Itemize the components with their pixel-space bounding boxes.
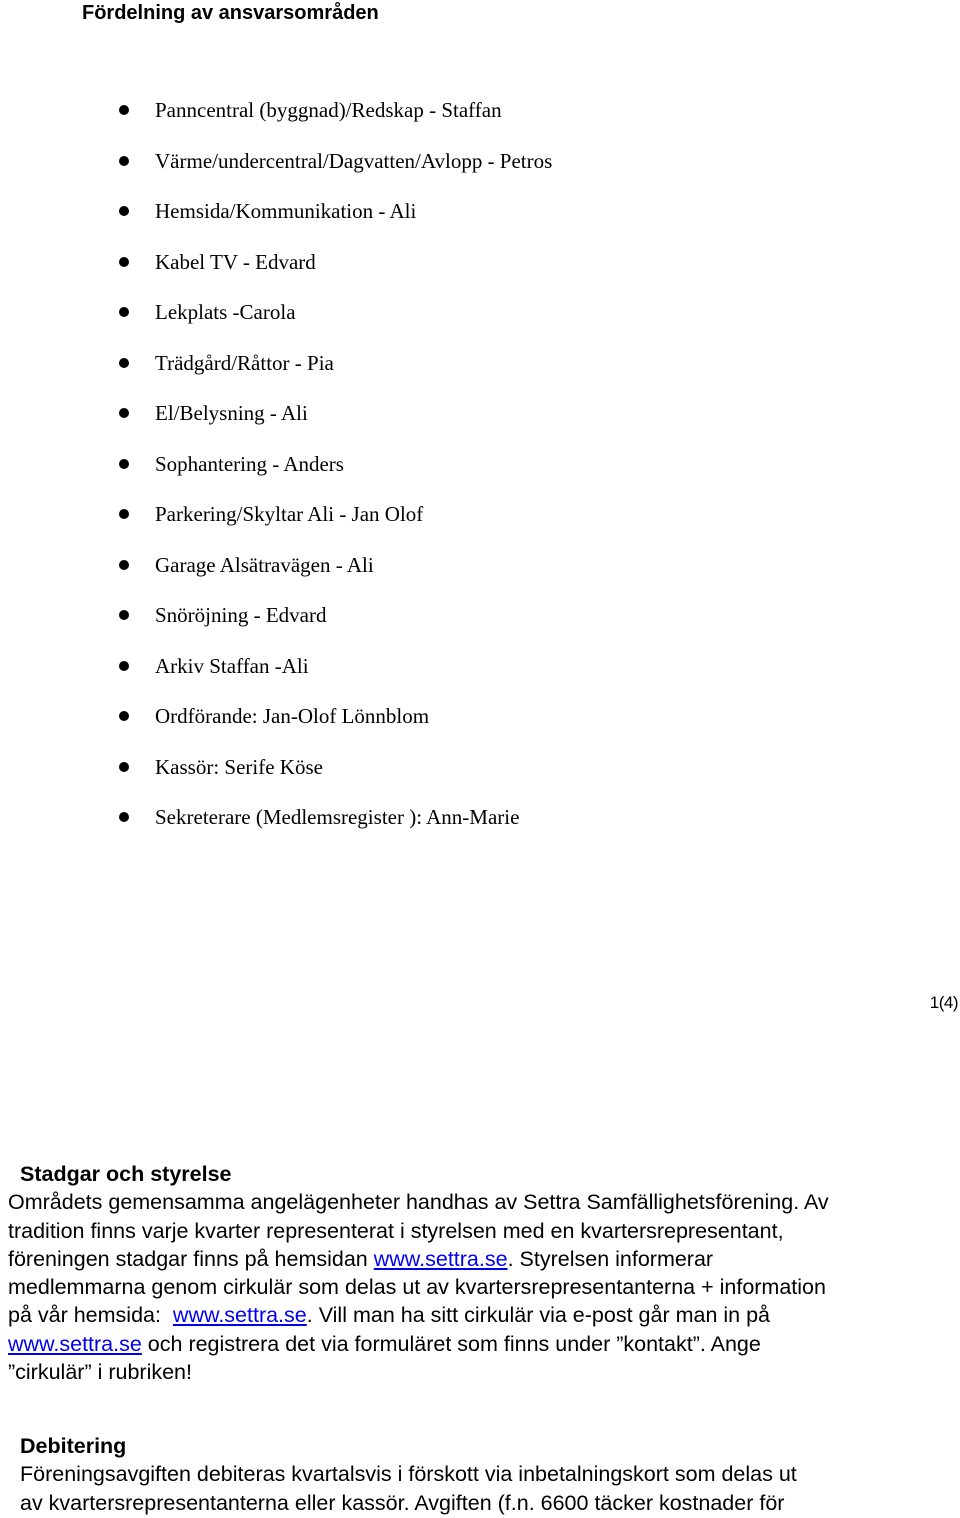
list-item-text: Ordförande: Jan-Olof Lönnblom [155,704,430,728]
list-item-text: El/Belysning - Ali [155,401,308,425]
paragraph-line: medlemmarna genom cirkulär som delas ut av kvartersrepresentanterna + information [8,1275,826,1300]
list-item-text: Snöröjning - Edvard [155,603,327,627]
bullet-icon [119,560,129,570]
stadgar-heading: Stadgar och styrelse [20,1162,232,1186]
settra-link[interactable]: www.settra.se [172,1303,307,1328]
debitering-heading: Debitering [20,1434,127,1458]
paragraph-text: . Vill man ha sitt cirkulär via e-post går man in på [306,1303,770,1328]
bullet-icon [119,610,129,620]
paragraph-line: ”cirkulär” i rubriken! [8,1360,192,1385]
bullet-icon [119,661,129,671]
list-item-text: Lekplats -Carola [155,300,296,324]
paragraph-text: på vår hemsida: [8,1303,173,1328]
paragraph-line [8,1245,953,1273]
paragraph-line [8,1330,953,1358]
paragraph-line: Föreningsavgiften debiteras kvartalsvis i förskott via inbetalningskort som delas ut [20,1462,797,1487]
section-title: Fördelning av ansvarsområden [82,2,379,24]
bullet-icon [119,156,129,166]
bullet-icon [119,307,129,317]
paragraph-line: av kvartersrepresentanterna eller kassör. Avgiften (f.n. 6600 täcker kostnader för [20,1490,785,1515]
bullet-icon [119,206,129,216]
settra-link[interactable]: www.settra.se [373,1246,508,1271]
list-item-text: Panncentral (byggnad)/Redskap - Staffan [155,98,502,122]
bullet-icon [119,762,129,772]
bullet-icon [119,509,129,519]
stadgar-paragraph [8,1188,953,1386]
list-item-text: Hemsida/Kommunikation - Ali [155,199,417,223]
debitering-section [8,1432,953,1517]
bullet-icon [119,358,129,368]
list-item-text: Sophantering - Anders [155,451,344,476]
bullet-icon [119,105,129,115]
paragraph-text: föreningen stadgar finns på hemsidan [8,1246,374,1271]
paragraph-text: och registrera det via formuläret som finns under ”kontakt”. Ange [141,1331,761,1356]
list-item-text: Parkering/Skyltar Ali - Jan Olof [155,502,424,526]
list-item-text: Kabel TV - Edvard [155,249,316,274]
list-item-text: Värme/undercentral/Dagvatten/Avlopp - Petros [155,148,553,173]
bullet-icon [119,459,129,469]
debitering-paragraph [8,1460,953,1517]
list-item-text: Garage Alsätravägen - Ali [155,552,374,577]
paragraph-text: . Styrelsen informerar [507,1246,714,1271]
stadgar-section [8,1160,953,1386]
page-number: 1(4) [929,993,958,1012]
list-item-text: Sekreterare (Medlemsregister ): Ann-Marie [155,805,520,829]
list-item-text: Arkiv Staffan -Ali [155,653,309,678]
bullet-icon [119,711,129,721]
paragraph-line [8,1301,953,1329]
settra-link[interactable]: www.settra.se [8,1331,142,1356]
list-item-text: Kassör: Serife Köse [155,754,323,779]
paragraph-line: tradition finns varje kvarter representerat i styrelsen med en kvartersrepresentant, [8,1218,784,1243]
bullet-icon [119,408,129,418]
bullet-icon [119,257,129,267]
bullet-icon [119,812,129,822]
paragraph-line: Områdets gemensamma angelägenheter handhas av Settra Samfällighetsförening. Av [8,1190,829,1215]
list-item-text: Trädgård/Råttor - Pia [155,350,334,375]
